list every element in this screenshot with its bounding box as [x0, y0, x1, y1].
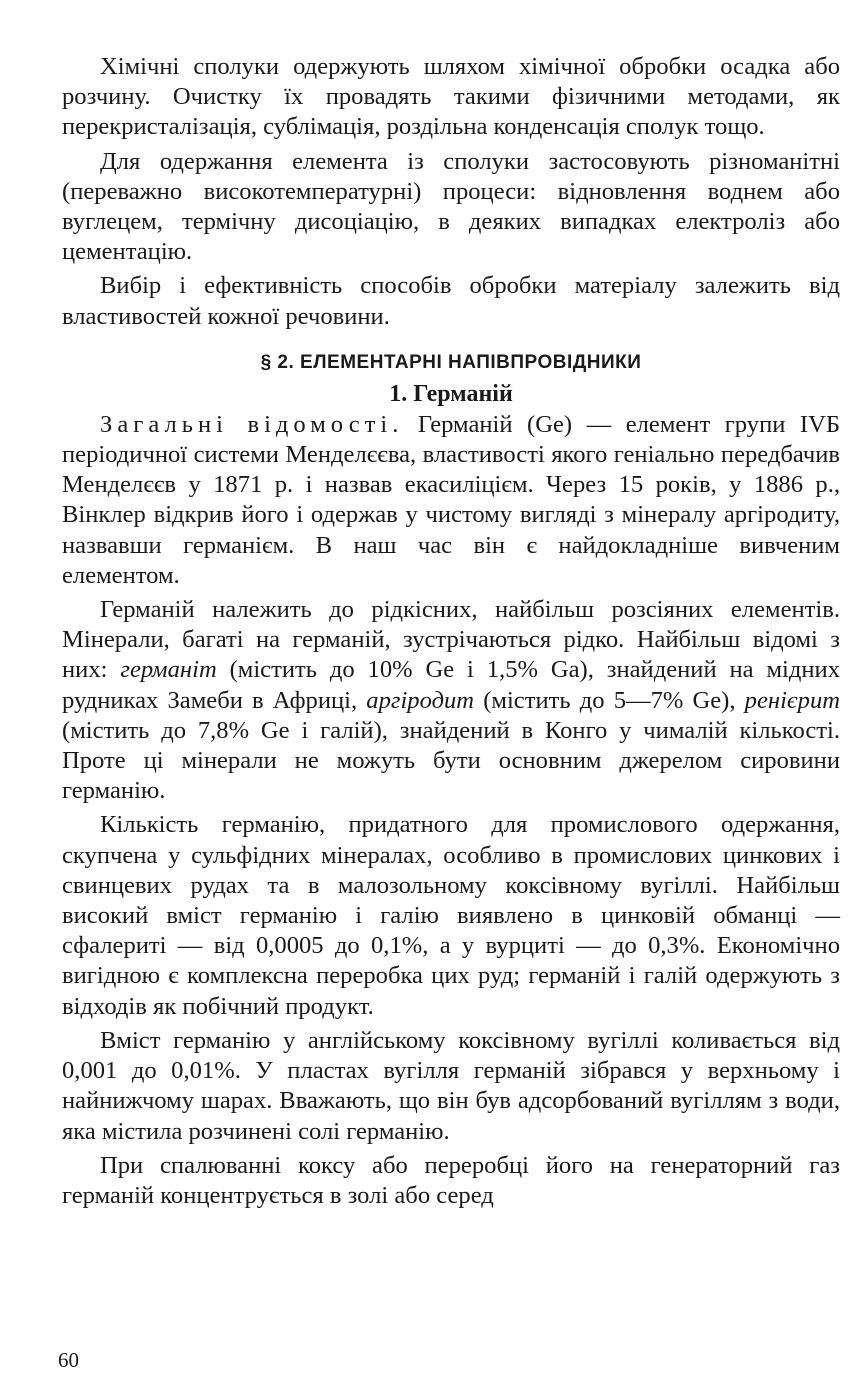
paragraph-minerals — [62, 595, 840, 806]
paragraph-chemical-processing: Хімічні сполуки одержують шляхом хімічної обробки осадка або розчину. Очистку їх провадять такими фізичними методами, як перекристалізація, сублімація, роздільна конденсація сполук тощо. — [62, 53, 840, 141]
minerals-text-a: Германій належить до рідкісних, найбільш розсіяних елементів. Мінерали, багаті на германій, зустрічаються рідко. Найбільш відомі з них: — [62, 596, 840, 684]
paragraph-coke-burning: При спалюванні коксу або переробці його на генераторний газ германій концентрується в золі або серед — [62, 1151, 840, 1209]
mineral-germanite: германіт — [120, 656, 217, 684]
mineral-renierite: ренієрит — [744, 686, 840, 714]
mineral-argyrodite: аргіродит — [366, 686, 475, 714]
page-number: 60 — [58, 1348, 79, 1372]
page-body — [62, 52, 840, 1211]
paragraph-general-info — [62, 410, 840, 591]
general-info-lead: Загальні відомості. — [100, 410, 404, 438]
paragraph-coal-content: Вміст германію у англійському коксівному вугіллі коливається від 0,001 до 0,01%. У пластах вугілля германій зібрався у верхньому і найнижчому шарах. Вважають, що він був адсорбований вугіллям з води, яка містила розчинені солі германію. — [62, 1026, 840, 1145]
paragraph-element-extraction: Для одержання елемента із сполуки застосовують різноманітні (переважно високотемпературні) процеси: відновлення воднем або вуглецем, термічну дисоціацію, в деяких випадках електроліз або цементацію. — [62, 147, 840, 266]
minerals-text-d: (містить до 7,8% Ge і галій), знайдений в Конго у чималій кількості. Проте ці мінерали не можуть бути основним джерелом сировини германію. — [62, 716, 840, 805]
paragraph-sulfide-minerals: Кількість германію, придатного для промислового одержання, скупчена у сульфідних мінералах, особливо в промислових цинкових і свинцевих рудах та в малозольному коксівному вугіллі. Найбільш високий вміст германію і галію виявлено в цинковій обманці — сфалериті — від 0,0005 до 0,1%, а у вурциті — до 0,3%. Економічно вигідною є комплексна переробка цих руд; германій і галій одержують з відходів як побічний продукт. — [62, 811, 840, 1020]
subsection-heading: 1. Германій — [389, 380, 513, 407]
paragraph-method-choice: Вибір і ефективність способів обробки матеріалу залежить від властивостей кожної речовини. — [62, 272, 840, 330]
general-info-text: Германій (Ge) — елемент групи IVБ періодичної системи Менделєєва, властивості якого геніально передбачив Менделєєв у 1871 р. і назвав екасиліцієм. Через 15 років, у 1886 р., Вінклер відкрив його і одержав у чистому вигляді з мінералу аргіродиту, назвавши германієм. В наш час він є найдокладніше вивченим елементом. — [62, 410, 840, 589]
section-heading: § 2. ЕЛЕМЕНТАРНІ НАПІВПРОВІДНИКИ — [260, 351, 642, 373]
minerals-text-b: (містить до 10% Ge і 1,5% Ga), знайдений на мідних рудниках Замеби в Африці, — [62, 656, 840, 714]
minerals-text-c: (містить до 5—7% Ge), — [474, 686, 745, 714]
